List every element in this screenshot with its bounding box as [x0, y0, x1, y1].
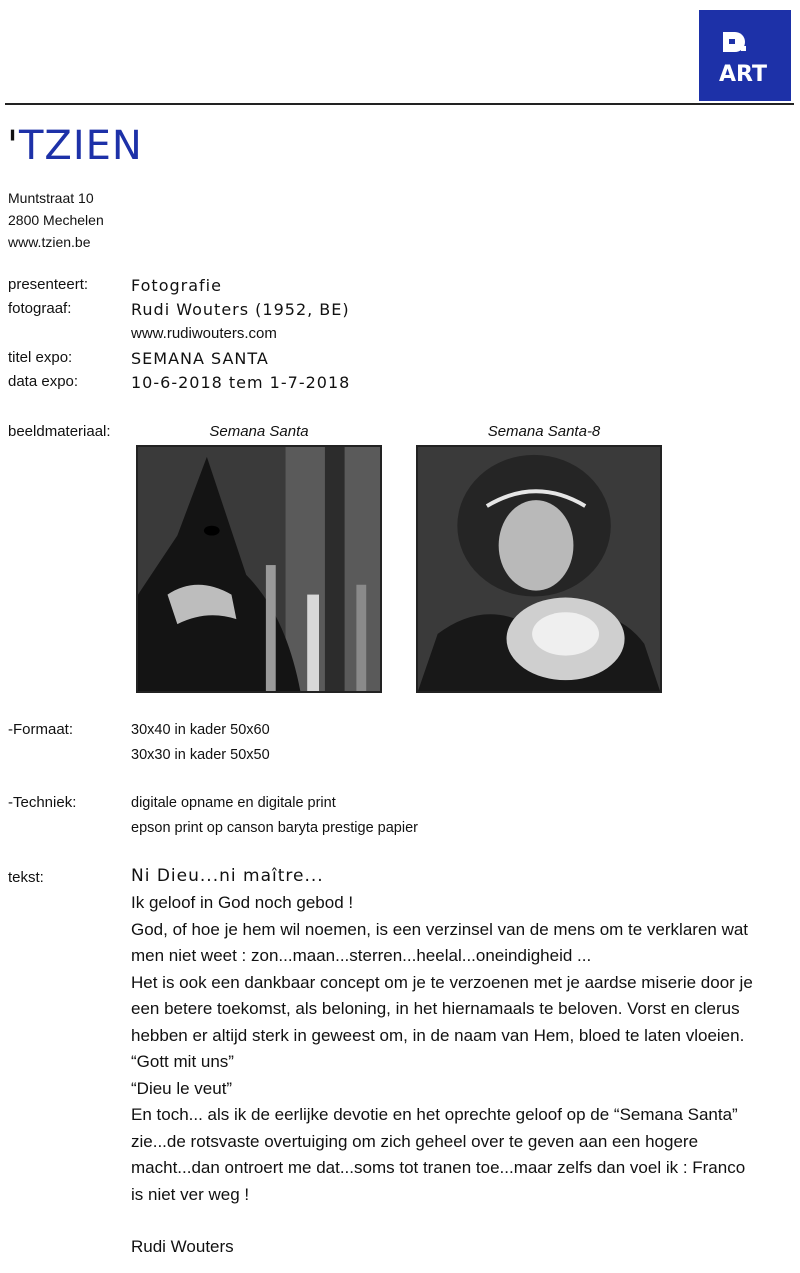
text-label: tekst: [8, 869, 44, 886]
photographer-website: www.rudiwouters.com [131, 325, 277, 342]
technique-line-2: epson print op canson baryta prestige papier [131, 820, 418, 836]
text-line: men niet weet : zon...maan...sterren...heelal...oneindigheid ... [131, 946, 592, 965]
address-city: 2800 Mechelen [8, 212, 104, 228]
presents-value: Fotografie [131, 276, 222, 295]
text-line: Het is ook een dankbaar concept om je te verzoenen met je aardse miserie door je [131, 972, 753, 992]
photographer-value: Rudi Wouters (1952, BE) [131, 300, 350, 319]
dates-value: 10-6-2018 tem 1-7-2018 [131, 373, 351, 392]
text-line: God, of hoe je hem wil noemen, is een verzinsel van de mens om te verklaren wat [131, 919, 749, 939]
address-web: www.tzien.be [8, 234, 91, 250]
logo-q-icon [721, 30, 747, 52]
technique-label: -Techniek: [8, 794, 77, 811]
gallery-name: 'TZIEN [7, 123, 143, 169]
technique-line-1: digitale opname en digitale print [131, 795, 336, 811]
images-label: beeldmateriaal: [8, 423, 111, 440]
text-line: Ik geloof in God noch gebod ! [131, 893, 354, 912]
text-line: “Gott mit uns” [131, 1052, 234, 1071]
format-line-1: 30x40 in kader 50x60 [131, 722, 270, 738]
format-line-2: 30x30 in kader 50x50 [131, 747, 270, 763]
presents-label: presenteert: [8, 276, 89, 293]
address-street: Muntstraat 10 [8, 190, 94, 206]
text-line: is niet ver weg ! [131, 1184, 250, 1204]
photo-hooded-penitent [136, 445, 382, 693]
text-body [131, 890, 791, 1208]
signature: Rudi Wouters [131, 1237, 234, 1256]
text-headline: Ni Dieu...ni maître... [131, 866, 324, 886]
text-line: En toch... als ik de eerlijke devotie en het oprechte geloof op de “Semana Santa” [131, 1105, 738, 1124]
gallery-address [8, 187, 104, 253]
text-line: een betere toekomst, als beloning, in het hiernamaals te beloven. Vorst en clerus [131, 999, 740, 1018]
photo-child-with-flowers [416, 445, 662, 693]
text-line: macht...dan ontroert me dat...soms tot tranen toe...maar zelfs dan voel ik : Franco [131, 1158, 746, 1177]
dates-label: data expo: [8, 373, 79, 390]
art-logo [699, 10, 791, 101]
title-label: titel expo: [8, 349, 73, 366]
text-line: hebben er altijd sterk in geweest om, in de naam van Hem, bloed te laten vloeien. [131, 1025, 745, 1045]
text-line: “Dieu le veut” [131, 1078, 233, 1098]
title-value: SEMANA SANTA [131, 349, 269, 368]
text-line: zie...de rotsvaste overtuiging om zich geheel over te geven aan een hogere [131, 1131, 699, 1151]
image-caption-2: Semana Santa-8 [487, 423, 601, 440]
image-caption-1: Semana Santa [209, 423, 309, 440]
logo-text: ART [719, 62, 767, 87]
photographer-label: fotograaf: [8, 300, 72, 317]
header-divider [5, 103, 794, 105]
format-label: -Formaat: [8, 721, 74, 738]
